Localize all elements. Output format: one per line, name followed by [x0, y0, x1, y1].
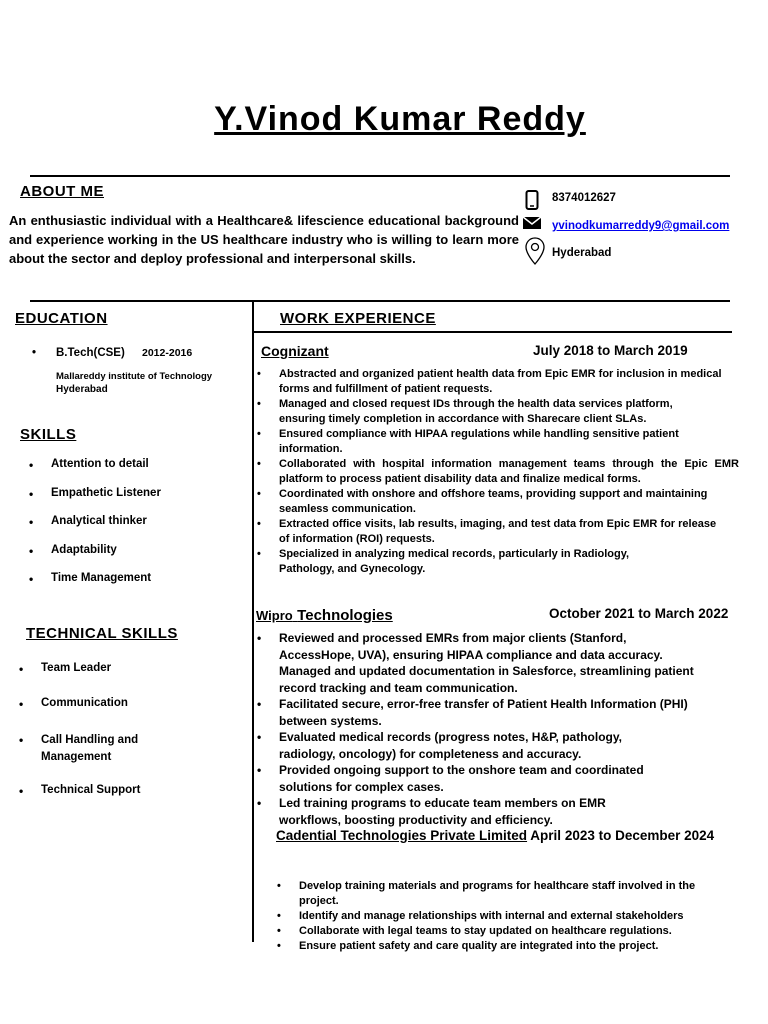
envelope-icon — [522, 216, 542, 230]
skill-item: • Time Management — [51, 572, 241, 601]
about-heading — [20, 183, 120, 200]
institute-name: Mallareddy institute of Technology — [56, 371, 213, 382]
location-pin-icon — [524, 236, 546, 266]
job-bullet: • Evaluated medical records (progress notes, H&P, pathology, radiology, oncology) for completeness and accuracy. — [279, 729, 699, 762]
job-bullet: • Led training programs to educate team members on EMR workflows, boosting productivity and efficiency. — [279, 795, 699, 828]
job-bullet: • Ensured compliance with HIPAA regulations while handling sensitive patient information. — [279, 427, 739, 457]
job-bullet: • Coordinated with onshore and offshore teams, providing support and maintaining seamless communication. — [279, 487, 757, 517]
job-dates: July 2018 to March 2019 — [533, 343, 688, 358]
job-bullet: • Collaborate with legal teams to stay updated on healthcare regulations. — [299, 924, 699, 939]
job-company-name: Technologies — [297, 607, 393, 624]
candidate-name: Y.Vinod Kumar Reddy — [214, 100, 586, 138]
phone-number: 8374012627 — [552, 192, 616, 204]
job-header — [276, 827, 736, 845]
job-bullet: • Provided ongoing support to the onshore team and coordinated solutions for complex cases. — [279, 762, 699, 795]
institute-city: Hyderabad — [56, 384, 108, 395]
location-text: Hyderabad — [552, 247, 612, 259]
technical-skill-item: • Call Handling and Management — [41, 732, 191, 784]
job-bullet: • Collaborated with hospital information management teams through the Epic EMR platform to process patient disability data and finalize medical forms. — [279, 457, 739, 487]
degree-years: 2012-2016 — [142, 347, 193, 359]
section-heading-underline — [254, 331, 732, 333]
job-company — [256, 607, 393, 625]
job-bullet: • Ensure patient safety and care quality are integrated into the project. — [299, 939, 699, 954]
education-entry — [32, 347, 193, 359]
email-link-text[interactable]: yvinodkumarreddy9@gmail.com — [552, 220, 730, 232]
about-heading-text: ABOUT ME — [20, 183, 104, 200]
job-bullet: • Reviewed and processed EMRs from major clients (Stanford, AccessHope, UVA), ensuring HIPAA compliance and data accuracy. Managed and updated documentation in Salesforce, streamlining patient record tracking and team communication. — [279, 630, 699, 696]
technical-skills-list — [41, 662, 191, 796]
technical-skill-item: • Team Leader — [41, 662, 191, 697]
about-text: An enthusiastic individual with a Healthcare& lifescience educational background and experience working in the US healthcare industry who is willing to learn more about the sector and deploy professional and interpersonal skills. — [9, 213, 519, 266]
job-dates: October 2021 to March 2022 — [549, 606, 729, 621]
technical-skills-heading: TECHNICAL SKILLS — [26, 625, 178, 642]
job-bullets — [299, 879, 699, 954]
job-company: Cognizant — [261, 343, 329, 359]
education-heading: EDUCATION — [15, 310, 108, 327]
bullet-dot: • — [32, 347, 37, 359]
technical-skill-item: • Communication — [41, 697, 191, 732]
job-bullet: • Extracted office visits, lab results, imaging, and test data from Epic EMR for release of information (ROI) requests. — [279, 517, 739, 547]
email-link[interactable] — [552, 220, 729, 232]
skill-item: • Attention to detail — [51, 458, 241, 487]
skill-item: • Empathetic Listener — [51, 487, 241, 516]
skill-item: • Analytical thinker — [51, 515, 241, 544]
header-divider — [30, 175, 730, 177]
job-company: Cadential Technologies Private Limited — [276, 828, 528, 843]
job-bullet: • Managed and closed request IDs through the health data services platform, ensuring timely completion in accordance with Sharecare client SLAs. — [279, 397, 739, 427]
skills-heading: SKILLS — [20, 426, 77, 443]
phone-icon — [525, 190, 539, 210]
work-heading: WORK EXPERIENCE — [280, 310, 436, 327]
job-dates: April 2023 to December 2024 — [527, 828, 715, 843]
job-company-prefix: Wipro — [256, 608, 293, 623]
skills-list — [51, 458, 241, 601]
column-divider — [252, 302, 254, 942]
job-bullets — [279, 367, 739, 577]
section-divider — [30, 300, 730, 302]
skill-item: • Adaptability — [51, 544, 241, 573]
job-bullet: • Specialized in analyzing medical records, particularly in Radiology, Pathology, and Gynecology. — [279, 547, 739, 577]
job-bullet: • Abstracted and organized patient health data from Epic EMR for inclusion in medical forms and fulfillment of patient requests. — [279, 367, 739, 397]
degree: B.Tech(CSE) — [56, 347, 125, 359]
technical-skill-item: • Technical Support — [41, 784, 191, 796]
job-bullet: • Facilitated secure, error-free transfer of Patient Health Information (PHI) between systems. — [279, 696, 699, 729]
job-bullet: • Develop training materials and programs for healthcare staff involved in the project. — [299, 879, 699, 909]
job-bullets — [279, 630, 699, 828]
job-bullet: • Identify and manage relationships with internal and external stakeholders — [299, 909, 699, 924]
